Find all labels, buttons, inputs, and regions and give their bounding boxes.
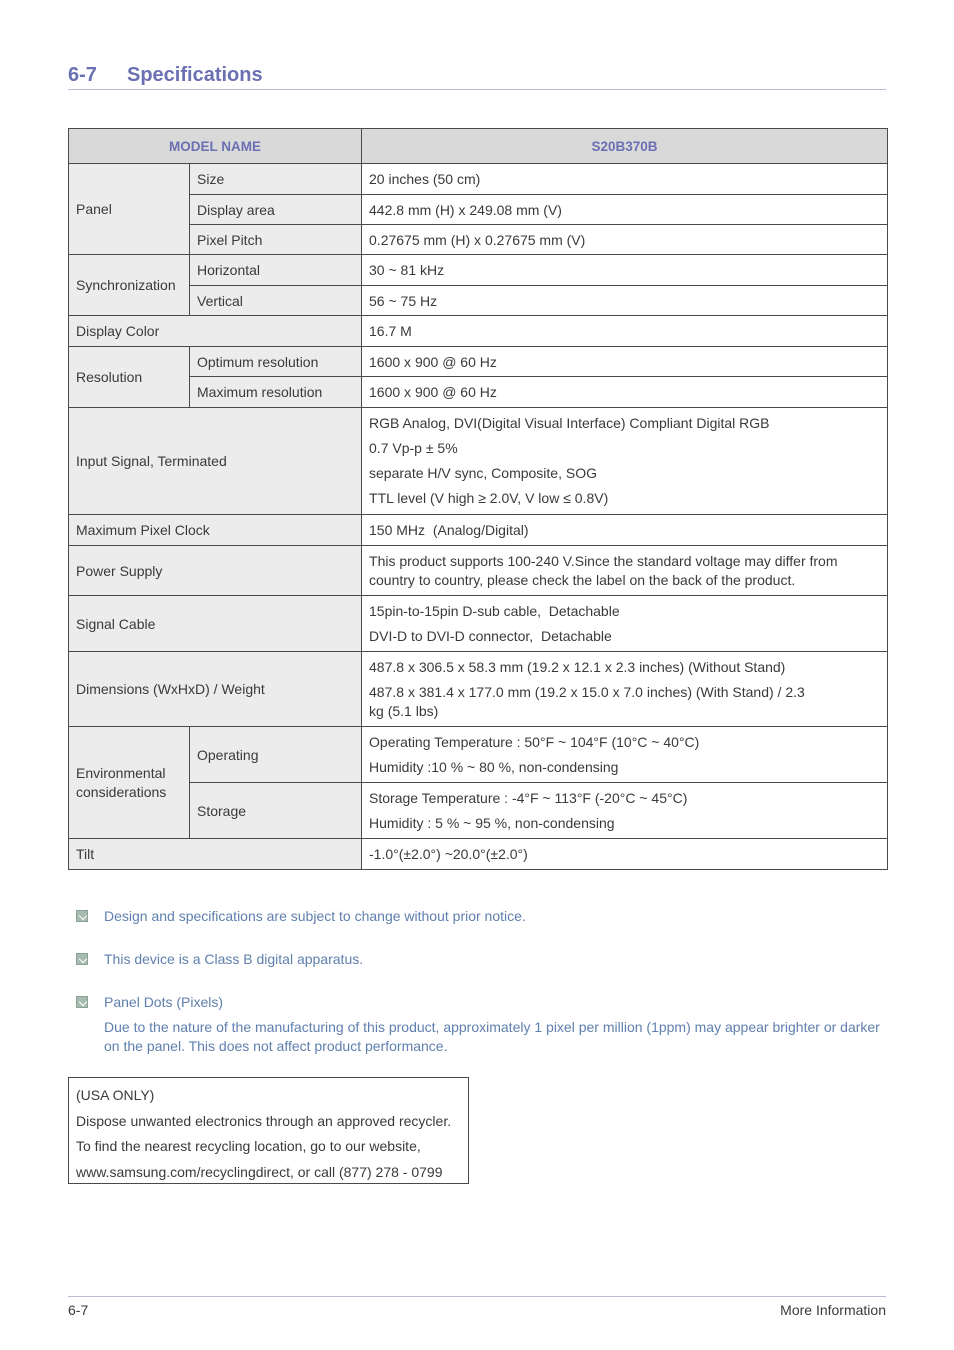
signal-cable-value bbox=[362, 596, 888, 652]
note-item bbox=[76, 993, 894, 1056]
note-text: This device is a Class B digital apparatus. bbox=[104, 951, 364, 967]
pixel-clock-value: 150 MHz (Analog/Digital) bbox=[362, 515, 888, 546]
table-row bbox=[69, 652, 888, 727]
table-row bbox=[69, 596, 888, 652]
horizontal-label: Horizontal bbox=[190, 255, 362, 286]
display-area-value: 442.8 mm (H) x 249.08 mm (V) bbox=[362, 195, 888, 225]
table-row bbox=[69, 195, 888, 225]
model-name-header: MODEL NAME bbox=[69, 129, 362, 164]
environment-label bbox=[69, 727, 190, 839]
recycling-line: To find the nearest recycling location, go to our website, bbox=[76, 1138, 421, 1154]
note-icon bbox=[76, 953, 88, 965]
maximum-resolution-value: 1600 x 900 @ 60 Hz bbox=[362, 377, 888, 408]
table-row bbox=[69, 839, 888, 870]
input-signal-line: TTL level (V high ≥ 2.0V, V low ≤ 0.8V) bbox=[369, 490, 609, 506]
table-row bbox=[69, 286, 888, 316]
input-signal-label: Input Signal, Terminated bbox=[69, 408, 362, 515]
signal-cable-label: Signal Cable bbox=[69, 596, 362, 652]
table-row bbox=[69, 225, 888, 255]
note-text: Design and specifications are subject to change without prior notice. bbox=[104, 908, 526, 924]
size-label: Size bbox=[190, 164, 362, 195]
recycling-line: www.samsung.com/recyclingdirect, or call (877) 278 - 0799 bbox=[76, 1163, 443, 1180]
recycling-line: Dispose unwanted electronics through an approved recycler. bbox=[76, 1112, 452, 1129]
input-signal-line: RGB Analog, DVI(Digital Visual Interface) Compliant Digital RGB bbox=[369, 415, 770, 431]
note-icon bbox=[76, 996, 88, 1008]
input-signal-value bbox=[362, 408, 888, 515]
footer-section-name: More Information bbox=[780, 1302, 886, 1318]
display-color-value: 16.7 M bbox=[362, 316, 888, 347]
vertical-label: Vertical bbox=[190, 286, 362, 316]
display-area-label: Display area bbox=[190, 195, 362, 225]
optimum-resolution-value: 1600 x 900 @ 60 Hz bbox=[362, 347, 888, 377]
section-title: Specifications bbox=[127, 64, 263, 86]
note-item bbox=[76, 950, 904, 969]
input-signal-line: 0.7 Vp-p ± 5% bbox=[369, 440, 458, 456]
optimum-resolution-label: Optimum resolution bbox=[190, 347, 362, 377]
environment-label-line: Environmental bbox=[76, 764, 166, 781]
dimensions-value bbox=[362, 652, 888, 727]
power-supply-label: Power Supply bbox=[69, 546, 362, 596]
power-supply-value: This product supports 100-240 V.Since the standard voltage may differ from country to country, please check the label on the back of the product. bbox=[362, 546, 888, 596]
input-signal-line: separate H/V sync, Composite, SOG bbox=[369, 465, 597, 481]
note-item bbox=[76, 907, 904, 926]
table-row bbox=[69, 316, 888, 347]
display-color-label: Display Color bbox=[69, 316, 362, 347]
signal-cable-line: DVI-D to DVI-D connector, Detachable bbox=[369, 627, 612, 644]
section-heading bbox=[68, 62, 886, 90]
size-value: 20 inches (50 cm) bbox=[362, 164, 888, 195]
dimensions-line: 487.8 x 306.5 x 58.3 mm (19.2 x 12.1 x 2.3 inches) (Without Stand) bbox=[369, 658, 786, 675]
resolution-label: Resolution bbox=[69, 347, 190, 408]
operating-line: Humidity :10 % ~ 80 %, non-condensing bbox=[369, 758, 619, 775]
panel-label: Panel bbox=[69, 164, 190, 255]
table-row bbox=[69, 347, 888, 377]
tilt-label: Tilt bbox=[69, 839, 362, 870]
pixel-clock-label: Maximum Pixel Clock bbox=[69, 515, 362, 546]
pixel-pitch-label: Pixel Pitch bbox=[190, 225, 362, 255]
dimensions-label: Dimensions (WxHxD) / Weight bbox=[69, 652, 362, 727]
note-title: Panel Dots (Pixels) bbox=[104, 994, 224, 1010]
storage-label: Storage bbox=[190, 783, 362, 839]
table-header-row bbox=[69, 129, 888, 164]
table-row bbox=[69, 255, 888, 286]
note-icon bbox=[76, 910, 88, 922]
table-row bbox=[69, 515, 888, 546]
vertical-value: 56 ~ 75 Hz bbox=[362, 286, 888, 316]
model-value-header: S20B370B bbox=[362, 129, 888, 164]
table-row bbox=[69, 727, 888, 783]
operating-label: Operating bbox=[190, 727, 362, 783]
table-row bbox=[69, 783, 888, 839]
recycling-line: (USA ONLY) bbox=[76, 1087, 155, 1103]
table-row bbox=[69, 408, 888, 515]
dimensions-line: 487.8 x 381.4 x 177.0 mm (19.2 x 15.0 x 7.0 inches) (With Stand) / 2.3 kg (5.1 lbs) bbox=[369, 683, 805, 719]
sync-label: Synchronization bbox=[69, 255, 190, 316]
table-row bbox=[69, 546, 888, 596]
pixel-pitch-value: 0.27675 mm (H) x 0.27675 mm (V) bbox=[362, 225, 888, 255]
signal-cable-line: 15pin-to-15pin D-sub cable, Detachable bbox=[369, 602, 620, 619]
page-footer bbox=[68, 1296, 886, 1318]
table-row bbox=[69, 377, 888, 408]
note-text: Due to the nature of the manufacturing of this product, approximately 1 pixel per million (1ppm) may appear brighter or darker on the panel. This does not affect product performance. bbox=[104, 1019, 880, 1054]
environment-label-line: considerations bbox=[76, 783, 167, 800]
horizontal-value: 30 ~ 81 kHz bbox=[362, 255, 888, 286]
maximum-resolution-label: Maximum resolution bbox=[190, 377, 362, 408]
recycling-notice-box bbox=[68, 1077, 469, 1184]
table-row bbox=[69, 164, 888, 195]
operating-line: Operating Temperature : 50°F ~ 104°F (10°C ~ 40°C) bbox=[369, 733, 700, 750]
section-number: 6-7 bbox=[68, 64, 97, 86]
footer-page-number: 6-7 bbox=[68, 1302, 89, 1318]
operating-value bbox=[362, 727, 888, 783]
storage-line: Humidity : 5 % ~ 95 %, non-condensing bbox=[369, 814, 615, 831]
tilt-value: -1.0°(±2.0°) ~20.0°(±2.0°) bbox=[362, 839, 888, 870]
storage-value bbox=[362, 783, 888, 839]
storage-line: Storage Temperature : -4°F ~ 113°F (-20°C ~ 45°C) bbox=[369, 789, 688, 806]
specifications-table bbox=[68, 128, 888, 870]
